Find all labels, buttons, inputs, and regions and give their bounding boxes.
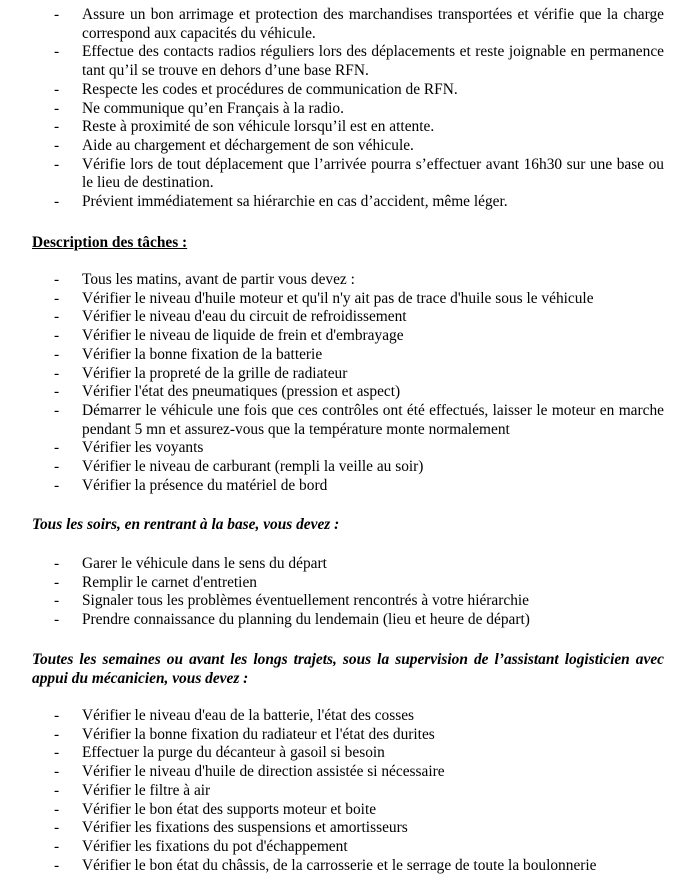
list-item-text: Vérifier le niveau de liquide de frein et d'embrayage — [82, 327, 404, 345]
list-item — [0, 611, 700, 630]
dash-bullet: - — [54, 763, 60, 781]
dash-bullet: - — [54, 439, 60, 457]
list-item — [0, 439, 700, 458]
list-item — [0, 193, 700, 212]
list-item — [0, 819, 700, 838]
list-item-text: Respecte les codes et procédures de communication de RFN. — [82, 80, 458, 98]
dash-bullet: - — [54, 401, 60, 419]
dash-bullet: - — [54, 458, 60, 476]
list-item-text: Vérifier le niveau d'huile de direction assistée si nécessaire — [82, 763, 445, 781]
list-item-text: Vérifier le filtre à air — [82, 781, 211, 799]
dash-bullet: - — [54, 6, 60, 23]
list-item-text: Vérifie lors de tout déplacement que l’arrivée pourra s’effectuer avant 16h30 sur une base ou le lieu de destination. — [82, 155, 664, 192]
dash-bullet: - — [54, 573, 60, 591]
dash-bullet: - — [54, 592, 60, 610]
list-item — [0, 477, 700, 496]
list-item — [0, 458, 700, 477]
dash-bullet: - — [54, 707, 60, 724]
dash-bullet: - — [54, 856, 60, 874]
list-item — [0, 308, 700, 327]
dash-bullet: - — [54, 819, 60, 837]
dash-bullet: - — [54, 555, 60, 572]
section-heading-evening: Tous les soirs, en rentrant à la base, vous devez : — [32, 516, 340, 533]
list-item — [0, 137, 700, 156]
list-item-text: Effectue des contacts radios réguliers lors des déplacements et reste joignable en permanence tant qu’il se trouve en dehors d’une base RFN. — [82, 43, 664, 80]
list-item — [0, 100, 700, 119]
list-item-text: Aide au chargement et déchargement de son véhicule. — [82, 136, 414, 154]
list-item — [0, 744, 700, 763]
list-item — [0, 290, 700, 309]
list-item — [0, 365, 700, 384]
list-item-text: Vérifier l'état des pneumatiques (pression et aspect) — [82, 383, 401, 401]
dash-bullet: - — [54, 193, 60, 211]
list-item — [0, 118, 700, 137]
dash-bullet: - — [54, 476, 60, 494]
list-item — [0, 801, 700, 820]
morning-checklist — [0, 271, 700, 495]
dash-bullet: - — [54, 837, 60, 855]
dash-bullet: - — [54, 289, 60, 307]
list-item-text: Tous les matins, avant de partir vous devez : — [82, 271, 355, 288]
dash-bullet: - — [54, 800, 60, 818]
dash-bullet: - — [54, 43, 60, 61]
list-item-text: Vérifier la présence du matériel de bord — [82, 476, 328, 494]
section-heading-weekly: Toutes les semaines ou avant les longs trajets, sous la supervision de l’assistant logisticien avec appui du mécanicien, vous devez : — [32, 651, 664, 687]
list-item — [0, 156, 700, 193]
list-item-text: Prendre connaissance du planning du lendemain (lieu et heure de départ) — [82, 611, 530, 629]
dash-bullet: - — [54, 136, 60, 154]
list-item — [0, 346, 700, 365]
list-item — [0, 555, 700, 574]
list-item-text: Vérifier les voyants — [82, 439, 204, 457]
list-item-text: Garer le véhicule dans le sens du départ — [82, 555, 327, 572]
list-item-text: Assure un bon arrimage et protection des marchandises transportées et vérifie que la charge correspond aux capacités du véhicule. — [82, 6, 664, 42]
section-heading-description: Description des tâches : — [32, 234, 188, 251]
dash-bullet: - — [54, 744, 60, 762]
list-item — [0, 592, 700, 611]
dash-bullet: - — [54, 364, 60, 382]
dash-bullet: - — [54, 383, 60, 401]
dash-bullet: - — [54, 271, 60, 288]
list-item — [0, 782, 700, 801]
list-item-text: Vérifier les fixations des suspensions et amortisseurs — [82, 819, 408, 837]
list-item — [0, 763, 700, 782]
list-item-text: Vérifier la propreté de la grille de radiateur — [82, 364, 348, 382]
dash-bullet: - — [54, 155, 60, 173]
list-item-text: Effectuer la purge du décanteur à gasoil si besoin — [82, 744, 385, 762]
list-item-text: Vérifier le bon état des supports moteur et boite — [82, 800, 377, 818]
list-item — [0, 402, 700, 439]
list-item-text: Vérifier la bonne fixation de la batterie — [82, 345, 323, 363]
list-item — [0, 383, 700, 402]
list-item-text: Vérifier le niveau de carburant (rempli la veille au soir) — [82, 458, 424, 476]
list-item-text: Remplir le carnet d'entretien — [82, 573, 257, 591]
list-item-text: Vérifier le niveau d'huile moteur et qu'il n'y ait pas de trace d'huile sous le véhicule — [82, 289, 594, 307]
dash-bullet: - — [54, 80, 60, 98]
dash-bullet: - — [54, 99, 60, 117]
dash-bullet: - — [54, 308, 60, 326]
list-item — [0, 6, 700, 43]
list-item-text: Vérifier le niveau d'eau du circuit de refroidissement — [82, 308, 407, 326]
evening-checklist — [0, 555, 700, 630]
list-item-text: Vérifier les fixations du pot d'échappement — [82, 837, 348, 855]
dash-bullet: - — [54, 781, 60, 799]
weekly-checklist — [0, 707, 700, 875]
list-item — [0, 707, 700, 726]
list-item-text: Vérifier le bon état du châssis, de la carrosserie et le serrage de toute la boulonnerie — [82, 856, 597, 874]
responsibilities-list — [0, 6, 700, 212]
list-item — [0, 271, 700, 290]
list-item — [0, 81, 700, 100]
dash-bullet: - — [54, 725, 60, 743]
list-item-text: Démarrer le véhicule une fois que ces contrôles ont été effectués, laisser le moteur en marche pendant 5 mn et assurez-vous que la température monte normalement — [82, 401, 664, 438]
list-item — [0, 726, 700, 745]
list-item — [0, 857, 700, 876]
dash-bullet: - — [54, 118, 60, 136]
list-item — [0, 43, 700, 80]
list-item-text: Reste à proximité de son véhicule lorsqu’il est en attente. — [82, 118, 435, 136]
list-item — [0, 574, 700, 593]
list-item-text: Prévient immédiatement sa hiérarchie en cas d’accident, même léger. — [82, 193, 508, 211]
list-item — [0, 838, 700, 857]
list-item-text: Signaler tous les problèmes éventuellement rencontrés à votre hiérarchie — [82, 592, 530, 610]
dash-bullet: - — [54, 327, 60, 345]
dash-bullet: - — [54, 611, 60, 629]
list-item-text: Ne communique qu’en Français à la radio. — [82, 99, 344, 117]
list-item — [0, 327, 700, 346]
dash-bullet: - — [54, 345, 60, 363]
list-item-text: Vérifier la bonne fixation du radiateur et l'état des durites — [82, 725, 435, 743]
list-item-text: Vérifier le niveau d'eau de la batterie, l'état des cosses — [82, 707, 415, 724]
